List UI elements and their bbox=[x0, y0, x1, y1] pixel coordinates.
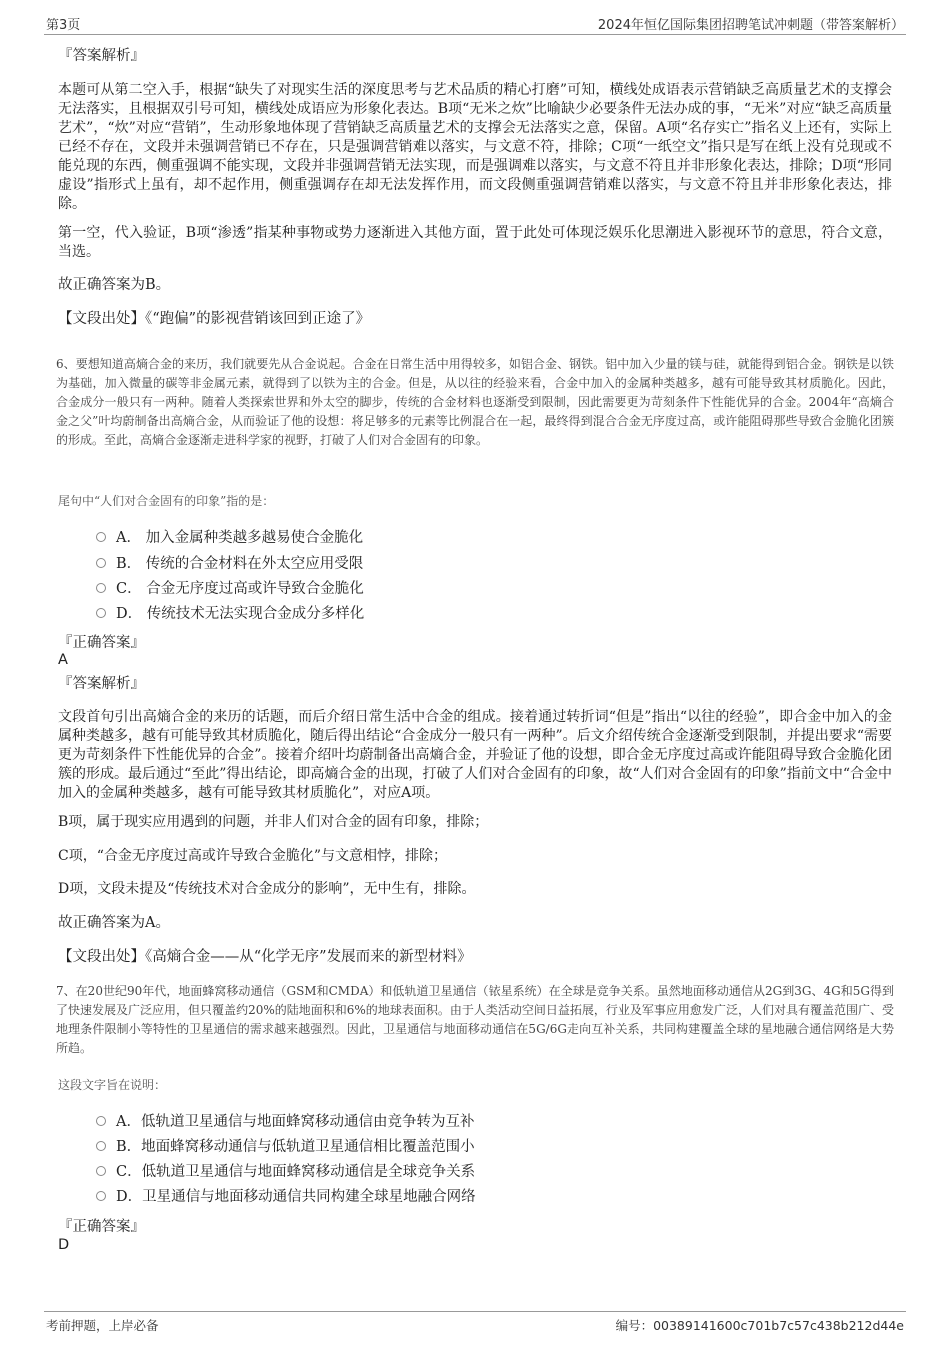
q7-option-c[interactable] bbox=[96, 1162, 475, 1182]
q6-option-b[interactable] bbox=[96, 554, 363, 574]
q7-question-text: 7、在20世纪90年代，地面蜂窝移动通信（GSM和CMDA）和低轨道卫星通信（铱星系统）在全球是竞争关系。虽然地面移动通信从2G到3G、4G和5G得到了快速发展及广泛应用，但只覆盖约20%的陆地面积和6%的地球表面积。由于人类活动空间日益拓展，行业及军事应用愈发广泛，人们对具有覆盖范围广、受地理条件限制小等特性的卫星通信的需求越来越强烈。因此，卫星通信与地面移动通信在5G/6G走向互补关系，共同构建覆盖全球的星地融合通信网络是大势所趋。 bbox=[56, 984, 894, 1055]
q7-prompt: 这段文字旨在说明： bbox=[58, 1078, 167, 1092]
q6-question-text: 6、要想知道高熵合金的来历，我们就要先从合金说起。合金在日常生活中用得较多，如铝合金、钢铁。铝中加入少量的镁与硅，就能得到铝合金。钢铁是以铁为基础，加入微量的碳等非金属元素，就得到了以铁为主的合金。但是，从以往的经验来看，合金中加入的金属种类越多，越有可能导致其材质脆化。因此，合金成分一般只有一两种。随着人类探索世界和外太空的脚步，传统的合金材料也逐渐受到限制，因此需要更为苛刻条件下性能优异的合金。2004年“高熵合金之父”叶均蔚制备出高熵合金，从而验证了他的设想：将足够多的元素等比例混合在一起，最终得到混合合金无序度过高，或许能阻碍那些导致合金脆化团簇的形成。至此，高熵合金逐渐走进科学家的视野，打破了人们对合金固有的印象。 bbox=[56, 357, 894, 447]
q6-option-b-label: B． 传统的合金材料在外太空应用受限 bbox=[116, 556, 364, 572]
q6-analysis-paragraph-2: B项，属于现实应用遇到的问题，并非人们对合金的固有印象，排除； bbox=[58, 814, 489, 830]
q7-option-a[interactable] bbox=[96, 1112, 474, 1132]
q6-analysis-paragraph-3: C项，“合金无序度过高或许导致合金脆化”与文意相悖，排除； bbox=[58, 848, 448, 864]
q6-option-c-label: C． 合金无序度过高或许导致合金脆化 bbox=[116, 581, 364, 597]
q6-analysis-paragraph-4: D项，文段未提及“传统技术对合金成分的影响”，无中生有，排除。 bbox=[58, 881, 476, 897]
document-id: 编号：00389141600c701b7c57c438b212d44e bbox=[615, 1318, 904, 1333]
q7-option-a-label: A．低轨道卫星通信与地面蜂窝移动通信由竞争转为互补 bbox=[116, 1114, 475, 1130]
q6-prompt: 尾句中“人们对合金固有的印象”指的是： bbox=[58, 494, 275, 508]
radio-icon[interactable] bbox=[96, 608, 106, 618]
q6-option-d-label: D． 传统技术无法实现合金成分多样化 bbox=[116, 606, 365, 622]
q5-conclusion: 故正确答案为B。 bbox=[58, 277, 171, 293]
q6-option-d[interactable] bbox=[96, 604, 364, 624]
q7-option-b-label: B．地面蜂窝移动通信与低轨道卫星通信相比覆盖范围小 bbox=[116, 1139, 475, 1155]
footer-slogan: 考前押题，上岸必备 bbox=[46, 1318, 159, 1333]
q6-option-a-label: A． 加入金属种类越多越易使合金脆化 bbox=[116, 530, 364, 546]
q7-option-b[interactable] bbox=[96, 1137, 475, 1157]
q7-answer-label: 『正确答案』 bbox=[58, 1219, 145, 1235]
q5-analysis-label: 『答案解析』 bbox=[58, 48, 145, 64]
page-footer bbox=[44, 1311, 906, 1338]
q5-analysis-paragraph-2: 第一空，代入验证，B项“渗透”指某种事物或势力逐渐进入其他方面，置于此处可体现泛娱乐化思潮进入影视环节的意思，符合文意，当选。 bbox=[58, 225, 892, 260]
radio-icon[interactable] bbox=[96, 1191, 106, 1201]
radio-icon[interactable] bbox=[96, 532, 106, 542]
q5-analysis-paragraph-1: 本题可从第二空入手，根据“缺失了对现实生活的深度思考与艺术品质的精心打磨”可知，横线处成语表示营销缺乏高质量艺术的支撑会无法落实，且根据双引号可知，横线处成语应为形象化表达。B项“无米之炊”比喻缺少必要条件无法办成的事，“无米”对应“缺乏高质量艺术”，“炊”对应“营销”，生动形象地体现了营销缺乏高质量艺术的支撑会无法落实之意，保留。A项“名存实亡”指名义上还有，实际上已经不存在，文段并未强调营销已不存在，只是强调营销难以落实，与文意不符，排除；C项“一纸空文”指只是写在纸上没有兑现或不能兑现的东西，侧重强调不能实现，文段并非强调营销无法实现，而是强调难以落实，与文意不符且并非形象化表达，排除；D项“形同虚设”指形式上虽有，却不起作用，侧重强调存在却无法发挥作用，而文段侧重强调营销难以落实，与文意不符且并非形象化表达，排除。 bbox=[58, 82, 892, 212]
q6-option-a[interactable] bbox=[96, 528, 363, 548]
q6-option-c[interactable] bbox=[96, 579, 364, 599]
q6-answer: A bbox=[58, 652, 68, 668]
q7-option-d-label: D．卫星通信与地面移动通信共同构建全球星地融合网络 bbox=[116, 1189, 476, 1205]
page-number: 第3页 bbox=[46, 18, 81, 33]
q7-option-d[interactable] bbox=[96, 1187, 476, 1207]
q6-conclusion: 故正确答案为A。 bbox=[58, 915, 170, 931]
radio-icon[interactable] bbox=[96, 1116, 106, 1126]
q7-option-c-label: C．低轨道卫星通信与地面蜂窝移动通信是全球竞争关系 bbox=[116, 1164, 476, 1180]
radio-icon[interactable] bbox=[96, 583, 106, 593]
page-header bbox=[44, 12, 906, 35]
q6-answer-label: 『正确答案』 bbox=[58, 635, 145, 651]
radio-icon[interactable] bbox=[96, 1166, 106, 1176]
radio-icon[interactable] bbox=[96, 1141, 106, 1151]
q6-source: 【文段出处】《高熵合金——从“化学无序”发展而来的新型材料》 bbox=[58, 949, 472, 965]
radio-icon[interactable] bbox=[96, 558, 106, 568]
q6-analysis-label: 『答案解析』 bbox=[58, 676, 145, 692]
q7-answer: D bbox=[58, 1237, 70, 1253]
document-title: 2024年恒亿国际集团招聘笔试冲刺题（带答案解析） bbox=[597, 18, 904, 33]
q6-analysis-paragraph-1: 文段首句引出高熵合金的来历的话题，而后介绍日常生活中合金的组成。接着通过转折词“但是”指出“以往的经验”，即合金中加入的金属种类越多，越有可能导致其材质脆化，随后得出结论“合金成分一般只有一两种”。后文介绍传统合金逐渐受到限制，并提出要求“需要更为苛刻条件下性能优异的合金”。接着介绍叶均蔚制备出高熵合金，并验证了他的设想，即合金无序度过高或许能阻碍导致合金脆化团簇的形成。最后通过“至此”得出结论，即高熵合金的出现，打破了人们对合金固有的印象，故“人们对合金固有的印象”指前文中“合金中加入的金属种类越多，越有可能导致其材质脆化”，对应A项。 bbox=[58, 709, 892, 801]
q5-source: 【文段出处】《“跑偏”的影视营销该回到正途了》 bbox=[58, 311, 371, 327]
